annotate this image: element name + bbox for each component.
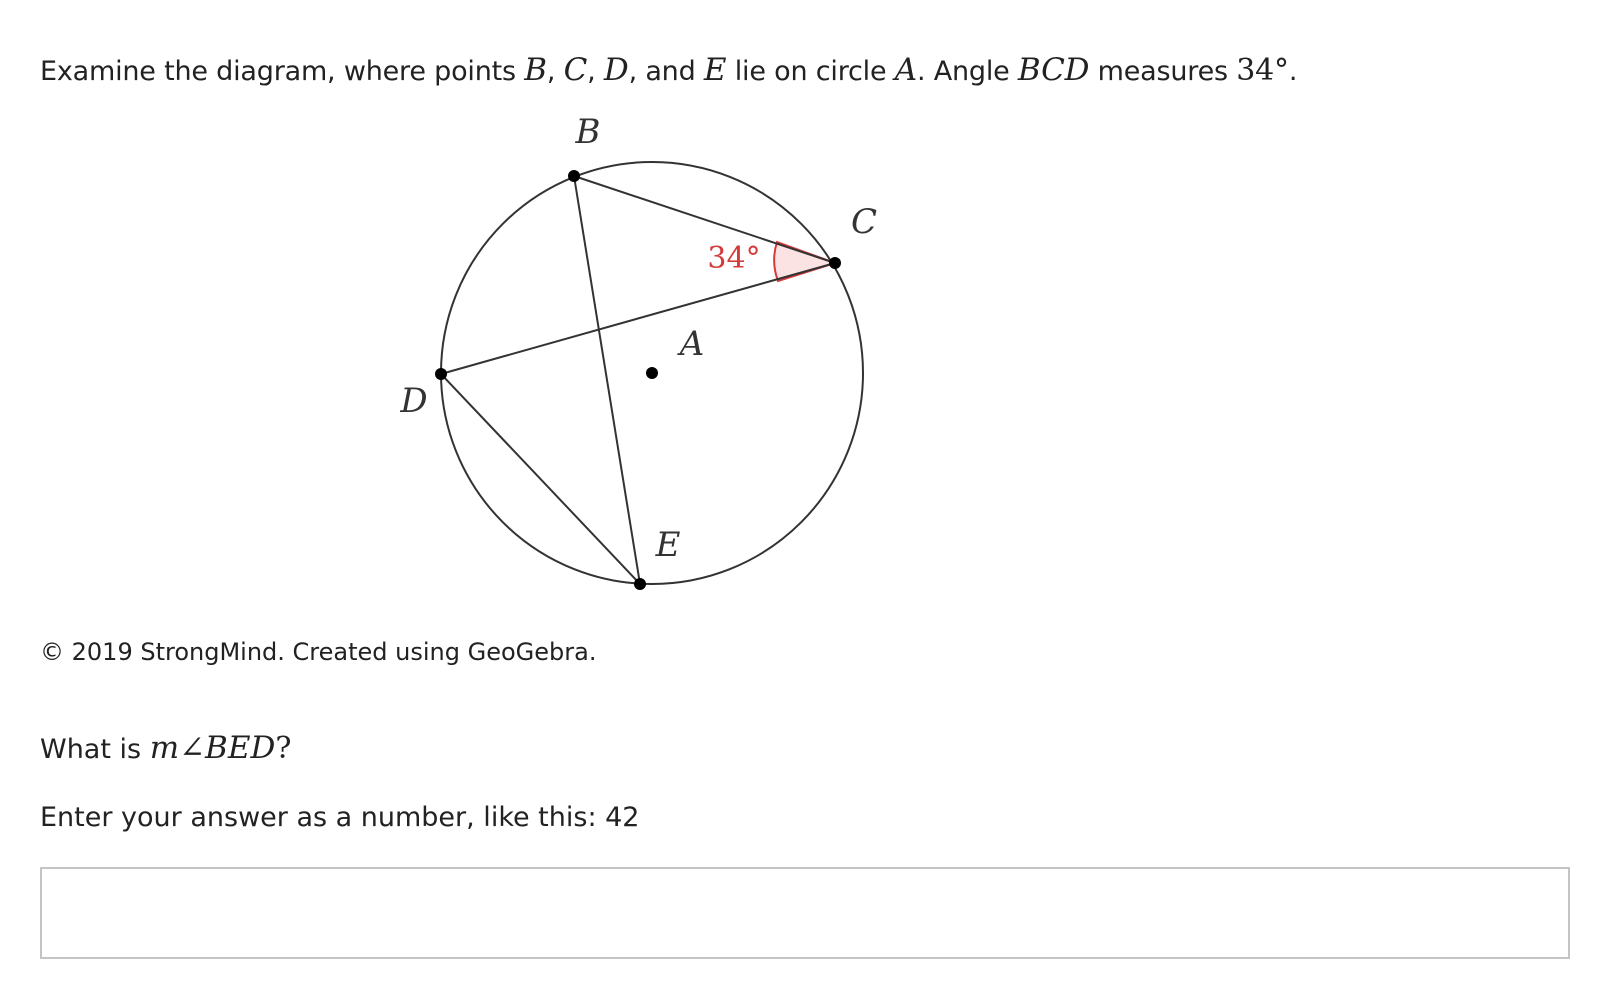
question-text-1: What is [40,734,150,765]
angle-bed-math: m∠BED [149,730,276,766]
answer-input[interactable] [40,867,1570,959]
point-c [829,257,841,269]
point-d-math: D [603,52,629,88]
answer-instruction: Enter your answer as a number, like this: 42 [40,802,640,833]
prompt-sep-1: , [546,56,564,87]
angle-label: 34° [707,241,761,276]
point-a [646,367,658,379]
angle-bcd-marker [774,242,835,281]
label-e: E [655,525,681,565]
angle-measure-math: 34° [1236,53,1289,88]
prompt-sep-2: , [587,56,604,87]
label-d: D [400,381,428,421]
label-c: C [850,202,878,242]
problem-prompt [40,50,1297,92]
geometry-diagram [380,108,900,598]
segment-be [574,176,640,584]
point-e [634,578,646,590]
circle-diagram-svg [380,108,900,598]
prompt-text-4: . Angle [916,56,1018,87]
point-e-math: E [703,52,727,88]
question-text [40,728,291,770]
copyright-credit: © 2019 StrongMind. Created using GeoGebra. [40,638,597,666]
prompt-text-6: . [1288,56,1298,87]
point-b [568,170,580,182]
point-b-math: B [524,52,547,88]
angle-bcd-math: BCD [1017,52,1090,88]
segment-cd [441,263,835,374]
point-c-math: C [563,52,588,88]
prompt-text-1: Examine the diagram, where points [40,56,525,87]
prompt-text-2: , and [628,56,704,87]
prompt-text-5: measures [1089,56,1237,87]
point-d [435,368,447,380]
prompt-text-3: lie on circle [726,56,895,87]
label-b: B [575,112,601,152]
question-mark: ? [275,731,292,766]
label-a: A [679,324,705,364]
circle-a-math: A [894,52,917,88]
